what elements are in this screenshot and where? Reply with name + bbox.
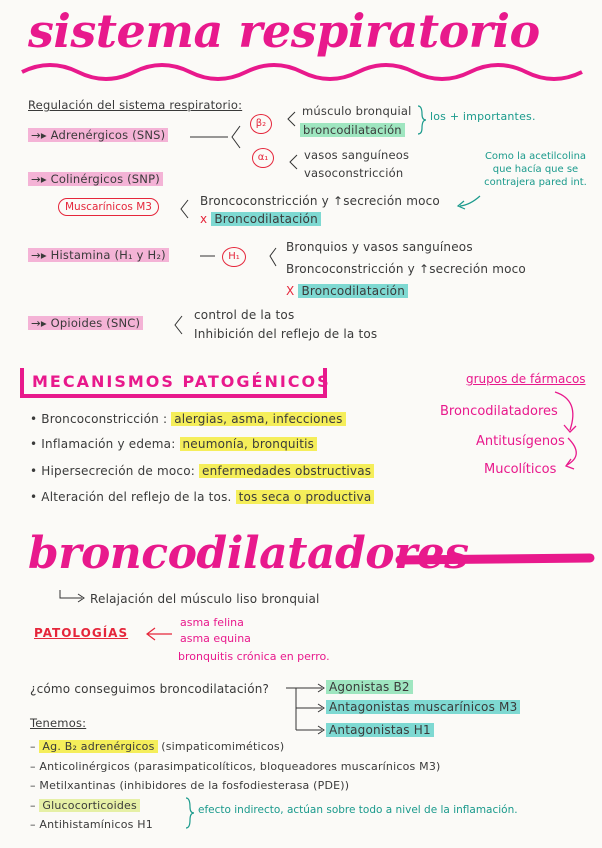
beta-item2: broncodilatación [300,123,405,137]
tenemos-item-4: – Antihistamínicos H1 [30,818,153,831]
tenemos-item-3: – Glucocorticoides [30,799,140,812]
opioides-row: →▸ Opioides (SNC) [28,316,143,330]
mecanismo-item-3: • Alteración del reflejo de la tos. tos seca o productiva [30,490,374,504]
mecanismo-item-0: • Broncoconstricción : alergias, asma, infecciones [30,412,346,426]
answer-2: Antagonistas H1 [326,723,434,737]
histamina-item3: X Broncodilatación [286,284,408,298]
opioides-item1: control de la tos [194,308,295,322]
broncodilatadores-title: broncodilatadores [28,528,469,579]
opioides-label: Opioides (SNC) [50,316,141,330]
colinergicos-item1: Broncoconstricción y ↑secreción moco [200,194,440,208]
page-title: sistema respiratorio [28,4,540,58]
title-wavy-underline [22,65,582,79]
alpha-item2: vasoconstricción [304,166,404,180]
histamina-label: Histamina (H₁ y H₂) [50,248,166,262]
grupo-item-1: Antitusígenos [476,434,565,449]
adrenergicos-label: →▸ Adrenérgicos (SNS) [28,128,168,142]
histamina-item2: Broncoconstricción y ↑secreción moco [286,262,526,276]
acetilcolina-note: Como la acetilcolina que hacía que se contrajera pared int. [484,151,587,188]
patologia-1: asma equina [180,632,251,645]
question: ¿cómo conseguimos broncodilatación? [30,682,270,696]
alpha-item1: vasos sanguíneos [304,148,410,162]
grupos-heading: grupos de fármacos [466,372,586,386]
grupo-item-2: Mucolíticos [484,462,557,477]
answer-0: Agonistas B2 [326,680,413,694]
patologia-0: asma felina [180,616,244,629]
beta2-circle: β₂ [250,114,272,134]
broncodilatadores-subtitle: Relajación del músculo liso bronquial [90,592,320,606]
alpha1-circle: α₁ [252,148,274,168]
tenemos-item-1: – Anticolinérgicos (parasimpaticolíticos, bloqueadores muscarínicos M3) [30,760,441,773]
histamina-row: →▸ Histamina (H₁ y H₂) [28,248,169,262]
grupo-item-0: Broncodilatadores [440,404,558,419]
patologias-label: PATOLOGÍAS [34,626,129,640]
colinergicos-item2: x Broncodilatación [200,212,321,226]
patologia-2: bronquitis crónica en perro. [178,650,330,663]
histamina-item1: Bronquios y vasos sanguíneos [286,240,473,254]
muscarinicos-oval: Muscarínicos M3 [58,198,159,216]
adrenergicos-row [28,128,168,142]
tenemos-label: Tenemos: [30,716,87,730]
tenemos-item-2: – Metilxantinas (inhibidores de la fosfodiesterasa (PDE)) [30,779,350,792]
mecanismo-item-2: • Hipersecreción de moco: enfermedades obstructivas [30,464,374,478]
mecanismo-item-1: • Inflamación y edema: neumonía, bronquitis [30,437,317,451]
tenemos-item-0: – Ag. B₂ adrenérgicos (simpaticomiméticos) [30,740,285,753]
indirect-note: efecto indirecto, actúan sobre todo a nivel de la inflamación. [198,804,518,816]
colinergicos-label: Colinérgicos (SNP) [50,172,160,186]
opioides-item2: Inhibición del reflejo de la tos [194,327,378,341]
mecanismos-heading: MECANISMOS PATOGÉNICOS [32,372,331,391]
answer-1: Antagonistas muscarínicos M3 [326,700,520,714]
beta-item1: músculo bronquial [302,104,412,118]
colinergicos-row: →▸ Colinérgicos (SNP) [28,172,163,186]
important-note: los + importantes. [430,110,536,123]
h1-circle: H₁ [222,247,246,267]
regulation-heading: Regulación del sistema respiratorio: [28,98,243,112]
